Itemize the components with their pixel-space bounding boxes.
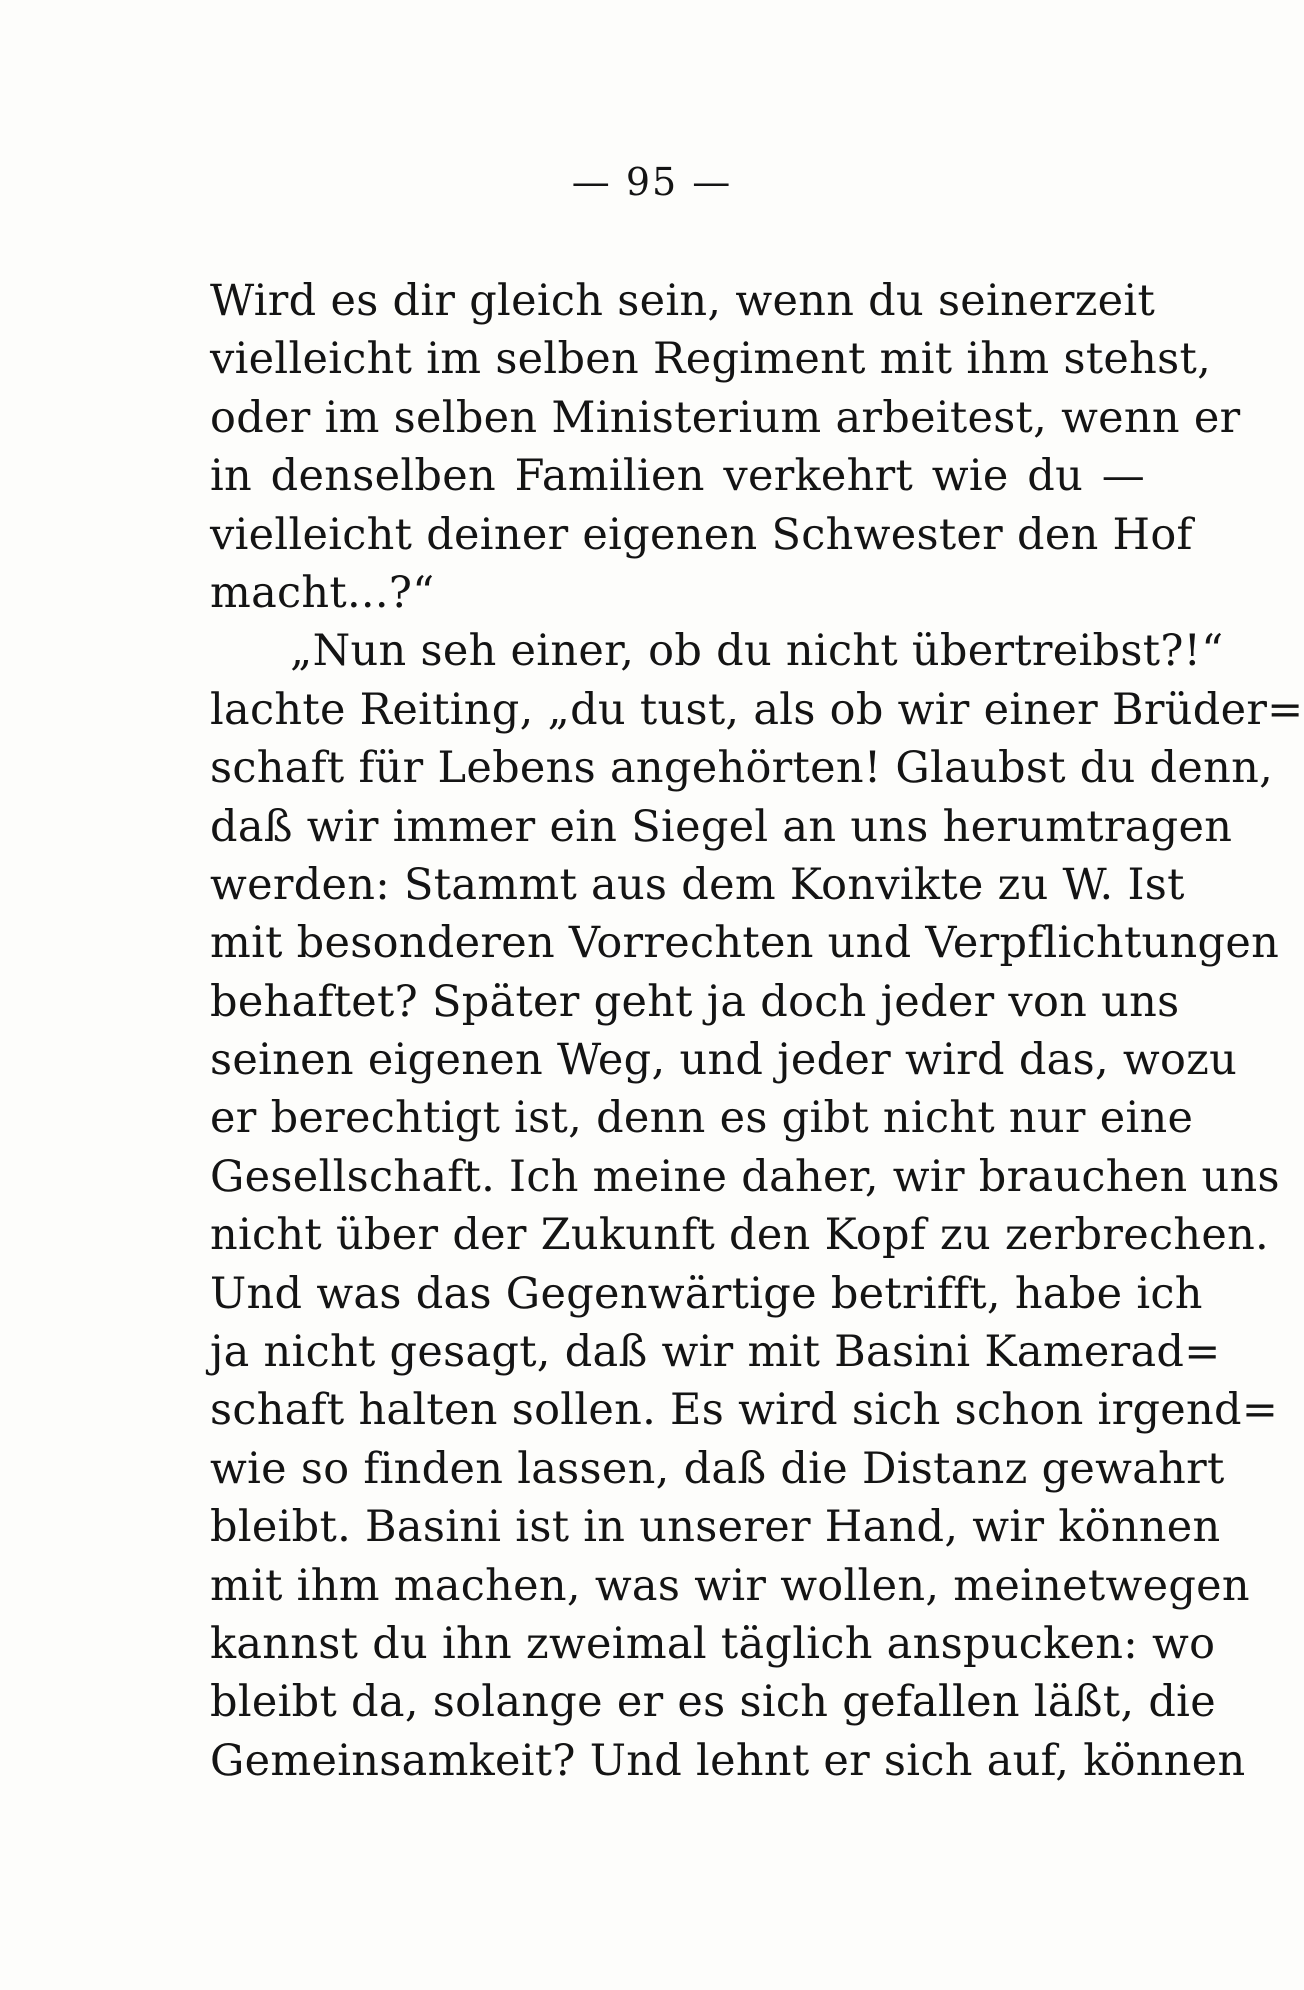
text-line: daß wir immer ein Siegel an uns herumtragen <box>210 801 1233 852</box>
text-line: nicht über der Zukunft den Kopf zu zerbrechen. <box>210 1210 1270 1261</box>
text-line: schaft für Lebens angehörten! Glaubst du denn, <box>210 743 1274 794</box>
text-line: Gemeinsamkeit? Und lehnt er sich auf, können <box>210 1735 1246 1786</box>
text-line: er berechtigt ist, denn es gibt nicht nur eine <box>210 1093 1194 1144</box>
text-line: vielleicht deiner eigenen Schwester den Hof <box>210 509 1193 560</box>
text-line: macht...?“ <box>210 567 435 618</box>
text-line: Gesellschaft. Ich meine daher, wir brauchen uns <box>210 1151 1280 1202</box>
text-line: vielleicht im selben Regiment mit ihm stehst, <box>210 334 1212 385</box>
text-line: oder im selben Ministerium arbeitest, wenn er <box>210 392 1241 443</box>
text-line: seinen eigenen Weg, und jeder wird das, wozu <box>210 1035 1238 1086</box>
text-line: lachte Reiting, „du tust, als ob wir einer Brüder= <box>210 684 1304 735</box>
text-line: bleibt da, solange er es sich gefallen läßt, die <box>210 1677 1216 1728</box>
text-line: werden: Stammt aus dem Konvikte zu W. Ist <box>210 859 1185 910</box>
body-text <box>210 272 1304 1790</box>
text-line: behaftet? Später geht ja doch jeder von uns <box>210 976 1180 1027</box>
text-line: in denselben Familien verkehrt wie du — <box>210 451 1145 502</box>
text-line: schaft halten sollen. Es wird sich schon irgend= <box>210 1385 1279 1436</box>
text-line: kannst du ihn zweimal täglich anspucken: wo <box>210 1618 1216 1669</box>
text-line: mit ihm machen, was wir wollen, meinetwegen <box>210 1560 1250 1611</box>
text-line: wie so finden lassen, daß die Distanz gewahrt <box>210 1443 1225 1494</box>
text-line: ja nicht gesagt, daß wir mit Basini Kamerad= <box>210 1327 1221 1378</box>
text-line: Wird es dir gleich sein, wenn du seinerzeit <box>210 276 1156 326</box>
text-line: mit besonderen Vorrechten und Verpflichtungen <box>210 918 1280 969</box>
text-line: Und was das Gegenwärtige betrifft, habe ich <box>210 1268 1203 1319</box>
text-line: „Nun seh einer, ob du nicht übertreibst?!“ <box>290 626 1224 677</box>
text-line: bleibt. Basini ist in unserer Hand, wir können <box>210 1502 1221 1553</box>
page-number: — 95 — <box>571 160 733 204</box>
